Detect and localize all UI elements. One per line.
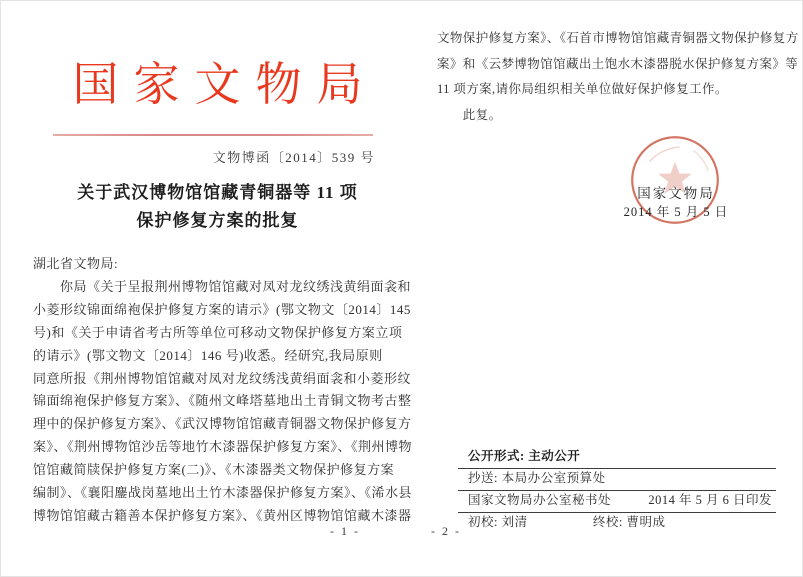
salutation: 湖北省文物局: bbox=[33, 256, 119, 271]
first-proof-value: 刘清 bbox=[501, 515, 528, 529]
page1-paragraph bbox=[33, 276, 413, 528]
publicity-row bbox=[458, 447, 776, 469]
text-line: 的请示》(鄂文物文〔2014〕146 号)收悉。经研究,我局原则 bbox=[33, 347, 383, 363]
cc-value: 本局办公室预算处 bbox=[501, 471, 606, 485]
text-line: 案》和《云梦博物馆馆藏出土饱水木漆器脱水保护修复方案》等 bbox=[437, 56, 799, 71]
text-line: 11 项方案,请你局组织相关单位做好保护修复工作。 bbox=[437, 82, 728, 96]
document-title-line1: 关于武汉博物馆馆藏青铜器等 11 项 bbox=[77, 183, 358, 202]
issuer-row bbox=[458, 491, 776, 513]
issuer-name: 国家文物局办公室秘书处 bbox=[468, 493, 612, 507]
text-line: 馆馆藏简牍保护修复方案(二)》、《木漆器类文物保护修复方案 bbox=[33, 462, 395, 478]
text-line: 文物保护修复方案》、《石首市博物馆馆藏青铜器文物保护修复方 bbox=[437, 31, 799, 45]
page1-number: - 1 - bbox=[330, 524, 360, 538]
seal-texture bbox=[693, 151, 708, 171]
text-line: 锦面绵袍保护修复方案》、《随州文峰塔墓地出土青铜文物考古整 bbox=[33, 393, 412, 409]
first-proof-label: 初校: bbox=[468, 515, 498, 529]
seal-texture bbox=[649, 147, 679, 162]
cc-label: 抄送: bbox=[468, 471, 498, 485]
publicity-value: 主动公开 bbox=[528, 449, 581, 463]
text-line: 小菱形纹锦面绵袍保护修复方案的请示》(鄂文物文〔2014〕145 bbox=[33, 301, 411, 317]
signature-date: 2014 年 5 月 5 日 bbox=[623, 205, 729, 219]
text-line: 此复。 bbox=[437, 107, 502, 122]
text-line: 号)和《关于申请省考古所等单位可移动文物保护修复方案立项 bbox=[33, 324, 403, 340]
final-proof-label: 终校: bbox=[592, 515, 623, 529]
publicity-label: 公开形式: bbox=[468, 449, 525, 463]
text-line: 编制》、《襄阳鏖战岗墓地出土竹木漆器保护修复方案》、《浠水县 bbox=[33, 485, 413, 501]
text-line: 理中的保护修复方案》、《武汉博物馆馆藏青铜器文物保护修复方 bbox=[33, 416, 412, 432]
cc-row bbox=[458, 469, 776, 491]
page2-footer bbox=[458, 447, 776, 534]
final-proof-value: 曹明成 bbox=[626, 515, 666, 529]
text-line: 同意所报《荆州博物馆馆藏对凤对龙纹绣浅黄绢面衾和小菱形纹 bbox=[33, 370, 412, 386]
text-line: 博物馆馆藏古籍善本保护修复方案》、《黄州区博物馆馆藏木漆器 bbox=[33, 507, 412, 523]
document-title-line2: 保护修复方案的批复 bbox=[136, 211, 299, 230]
agency-header-title: 国家文物局 bbox=[72, 59, 378, 110]
page1-body bbox=[33, 253, 413, 528]
document-title bbox=[30, 179, 405, 235]
signature-agency: 国家文物局 bbox=[637, 186, 715, 201]
text-line: 案》、《荆州博物馆沙岳等地竹木漆器保护修复方案》、《荆州博物 bbox=[33, 439, 413, 455]
page2-body bbox=[437, 26, 799, 128]
header-red-rule bbox=[53, 134, 373, 136]
page2-number: - 2 - bbox=[431, 524, 461, 538]
print-date: 2014 年 5 月 6 日印发 bbox=[648, 493, 772, 507]
proof-row bbox=[458, 513, 776, 534]
text-line: 你局《关于呈报荆州博物馆馆藏对凤对龙纹绣浅黄绢面衾和 bbox=[33, 278, 412, 294]
document-number: 文物博函〔2014〕539 号 bbox=[212, 150, 375, 165]
